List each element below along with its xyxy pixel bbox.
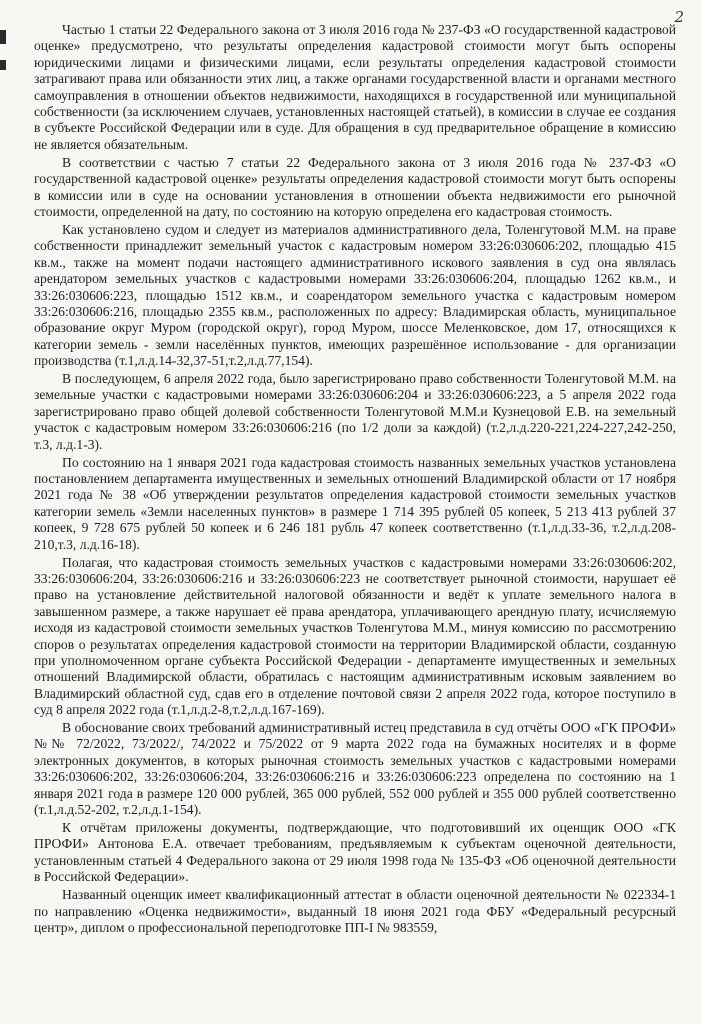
scan-edge-mark bbox=[0, 30, 6, 44]
scan-edge-mark bbox=[0, 60, 6, 70]
paragraph: Полагая, что кадастровая стоимость земельных участков с кадастровыми номерами 33:26:030606:202, 33:26:030606:204, 33:26:030606:216 и 33:26:030606:223 не соответствует рыночной стоимости, нарушает её право на установление действительной налоговой обязанности и ведёт к уплате земельного налога в завышенном размере, а также нарушает её права арендатора, уплачивающего арендную плату, исчисляемую исходя из кадастровой стоимости земельных участков Толенгутова М.М., минуя комиссию по рассмотрению споров о результатах определения кадастровой стоимости на территории Владимирской области, созданную при уполномоченном органе субъекта Российской Федерации - департаменте имущественных и земельных отношений Владимирской области, обратилась с настоящим административным исковым заявлением во Владимирский областной суд, сдав его в отделение почтовой связи 2 апреля 2022 года, которое поступило в суд 8 апреля 2022 года (т.1,л.д.2-8,т.2,л.д.167-169). bbox=[34, 554, 676, 718]
paragraph: Как установлено судом и следует из материалов административного дела, Толенгутовой М.М. на праве собственности принадлежит земельный участок с кадастровым номером 33:26:030606:202, площадью 415 кв.м., также на момент подачи настоящего административного искового заявления в суд она являлась арендатором земельных участков с кадастровыми номерами 33:26:030606:204, площадью 1262 кв.м., и 33:26:030606:223, площадью 1512 кв.м., и соарендатором земельного участка с кадастровым номером 33:26:030606:216, площадью 2355 кв.м., расположенных по адресу: Владимирская область, муниципальное образование округ Муром (городской округ), город Муром, шоссе Меленковское, дом 17, относящихся к категории земель - земли населённых пунктов, имеющих разрешённое использование - для организации производства (т.1,л.д.14-32,37-51,т.2,л.д.77,154). bbox=[34, 221, 676, 369]
paragraph: В соответствии с частью 7 статьи 22 Федерального закона от 3 июля 2016 года № 237-ФЗ «О государственной кадастровой оценке» результаты определения кадастровой стоимости могут быть оспорены в комиссии или в суде на основании установления в отношении объекта недвижимости его рыночной стоимости, определенной на дату, по состоянию на которую определена его кадастровая стоимость. bbox=[34, 154, 676, 219]
page-number: 2 bbox=[674, 8, 684, 26]
paragraph: По состоянию на 1 января 2021 года кадастровая стоимость названных земельных участков установлена постановлением департамента имущественных и земельных отношений Владимирской области от 17 ноября 2021 года № 38 «Об утверждении результатов определения кадастровой стоимости земельных участков категории земель «Земли населенных пунктов» в размере 1 714 395 рублей 05 копеек, 5 213 413 рублей 37 копеек, 9 728 675 рублей 50 копеек и 6 246 181 рубль 47 копеек соответственно (т.1,л.д.33-36, т.2,л.д.208-210,т.3, л.д.16-18). bbox=[34, 454, 676, 552]
document-body bbox=[34, 22, 676, 938]
paragraph: В последующем, 6 апреля 2022 года, было зарегистрировано право собственности Толенгутовой М.М. на земельные участки с кадастровыми номерами 33:26:030606:204 и 33:26:030606:223, а 5 апреля 2022 года зарегистрировано право общей долевой собственности Толенгутовой М.М.и Кузнецовой Е.В. на земельный участок с кадастровым номером 33:26:030606:216 (по 1/2 доли за каждой) (т.2,л.д.220-221,224-227,242-250, т.3, л.д.1-3). bbox=[34, 371, 676, 452]
paragraph: К отчётам приложены документы, подтверждающие, что подготовивший их оценщик ООО «ГК ПРОФИ» Антонова Е.А. отвечает требованиям, предъявляемым к субъектам оценочной деятельности, установленным статьей 4 Федерального закона от 29 июля 1998 года № 135-ФЗ «Об оценочной деятельности в Российской Федерации». bbox=[34, 820, 676, 885]
paragraph: Частью 1 статьи 22 Федерального закона от 3 июля 2016 года № 237-ФЗ «О государственной кадастровой оценке» предусмотрено, что результаты определения кадастровой стоимости могут быть оспорены юридическими лицами и физическими лицами, если результаты определения кадастровой стоимости затрагивают права или обязанности этих лиц, а также органами государственной власти и органами местного самоуправления в отношении объектов недвижимости, находящихся в государственной или муниципальной собственности (за исключением случаев, установленных настоящей статьей), в комиссии в случае ее создания в субъекте Российской Федерации или в суде. Для обращения в суд предварительное обращение в комиссию не является обязательным. bbox=[34, 22, 676, 152]
paragraph: Названный оценщик имеет квалификационный аттестат в области оценочной деятельности № 022334-1 по направлению «Оценка недвижимости», выданный 18 июня 2021 года ФБУ «Федеральный ресурсный центр», диплом о профессиональной переподготовке ПП-I № 983559, bbox=[34, 887, 676, 935]
paragraph: В обоснование своих требований административный истец представила в суд отчёты ООО «ГК ПРОФИ» №№ 72/2022, 73/2022/, 74/2022 и 75/2022 от 9 марта 2022 года на бумажных носителях и в форме электронных документов, в которых рыночная стоимость земельных участков с кадастровыми номерами 33:26:030606:202, 33:26:030606:204, 33:26:030606:216 и 33:26:030606:223 определена по состоянию на 1 января 2021 года в размере 120 000 рублей, 365 000 рублей, 552 000 рублей и 355 000 рублей соответственно (т.1,л.д.52-202, т.2,л.д.1-154). bbox=[34, 720, 676, 818]
